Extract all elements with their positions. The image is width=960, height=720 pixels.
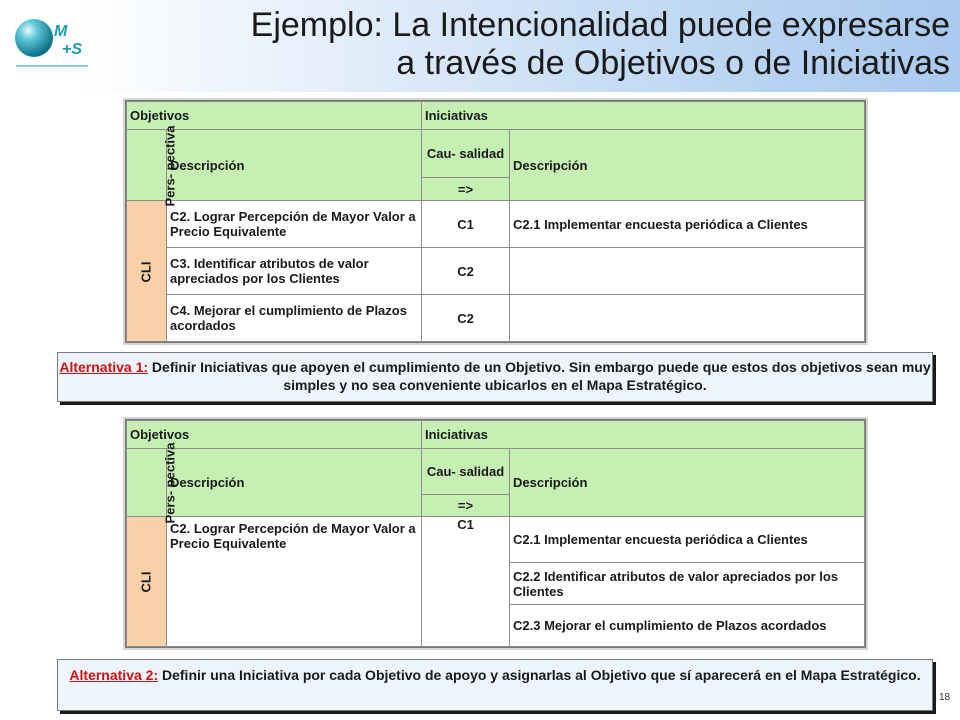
header-arrow: => [422, 178, 510, 201]
table-row-initiative: C2.2 Identificar atributos de valor apreciados por los Clientes [510, 563, 865, 605]
alternative-1-callout [57, 352, 933, 402]
header-arrow: => [422, 495, 510, 517]
header-perspectiva: Pers- pectiva [127, 449, 167, 517]
header-descripcion-ini: Descripción [510, 449, 865, 517]
table-row-initiative: C2.3 Mejorar el cumplimiento de Plazos acordados [510, 605, 865, 647]
header-perspectiva: Pers- pectiva [127, 130, 167, 201]
logo-m: M [54, 23, 68, 40]
objectives-table-2 [126, 420, 865, 647]
table-row-initiative [510, 248, 865, 295]
page-number: 18 [939, 692, 951, 703]
alternative-2-callout [57, 659, 933, 711]
alternative-2-text: Definir una Iniciativa por cada Objetivo de apoyo y asignarlas al Objetivo que sí aparecerá en el Mapa Estratégico. [158, 667, 921, 683]
table-row-objective: C2. Lograr Percepción de Mayor Valor a Precio Equivalente [167, 201, 422, 248]
objectives-table-1 [126, 101, 865, 342]
table-row-objective: C2. Lograr Percepción de Mayor Valor a Precio Equivalente [167, 517, 422, 647]
header-objetivos: Objetivos [127, 102, 422, 130]
header-causalidad: Cau- salidad [422, 130, 510, 178]
header-iniciativas: Iniciativas [422, 421, 865, 449]
logo-s: +S [62, 41, 83, 58]
table-row-causality: C2 [422, 248, 510, 295]
header-descripcion-obj: Descripción [167, 130, 422, 201]
alternative-2-label: Alternativa 2: [69, 667, 159, 683]
table-row-initiative: C2.1 Implementar encuesta periódica a Clientes [510, 517, 865, 563]
table-row-objective: C3. Identificar atributos de valor apreciados por los Clientes [167, 248, 422, 295]
table-row-objective: C4. Mejorar el cumplimiento de Plazos acordados [167, 295, 422, 342]
perspective-cli: CLI [127, 201, 167, 342]
perspective-cli: CLI [127, 517, 167, 647]
header-descripcion-ini: Descripción [510, 130, 865, 201]
table-row-causality: C1 [422, 201, 510, 248]
header-iniciativas: Iniciativas [422, 102, 865, 130]
alternative-1-label: Alternativa 1: [59, 359, 149, 375]
header-causalidad: Cau- salidad [422, 449, 510, 495]
header-objetivos: Objetivos [127, 421, 422, 449]
logo-sphere [15, 19, 53, 57]
title-line-1: Ejemplo: La Intencionalidad puede expresarse [250, 6, 950, 44]
header-descripcion-obj: Descripción [167, 449, 422, 517]
ms-logo [10, 8, 94, 74]
alternative-1-text: Definir Iniciativas que apoyen el cumplimiento de un Objetivo. Sin embargo puede que estos dos objetivos sean muy simples y no sea conveniente ubicarlos en el Mapa Estratégico. [148, 359, 931, 393]
table-row-initiative: C2.1 Implementar encuesta periódica a Clientes [510, 201, 865, 248]
table-row-causality: C1 [422, 517, 510, 647]
title-line-2: a través de Objetivos o de Iniciativas [396, 44, 950, 82]
table-row-initiative [510, 295, 865, 342]
table-row-causality: C2 [422, 295, 510, 342]
slide-title [100, 6, 950, 82]
